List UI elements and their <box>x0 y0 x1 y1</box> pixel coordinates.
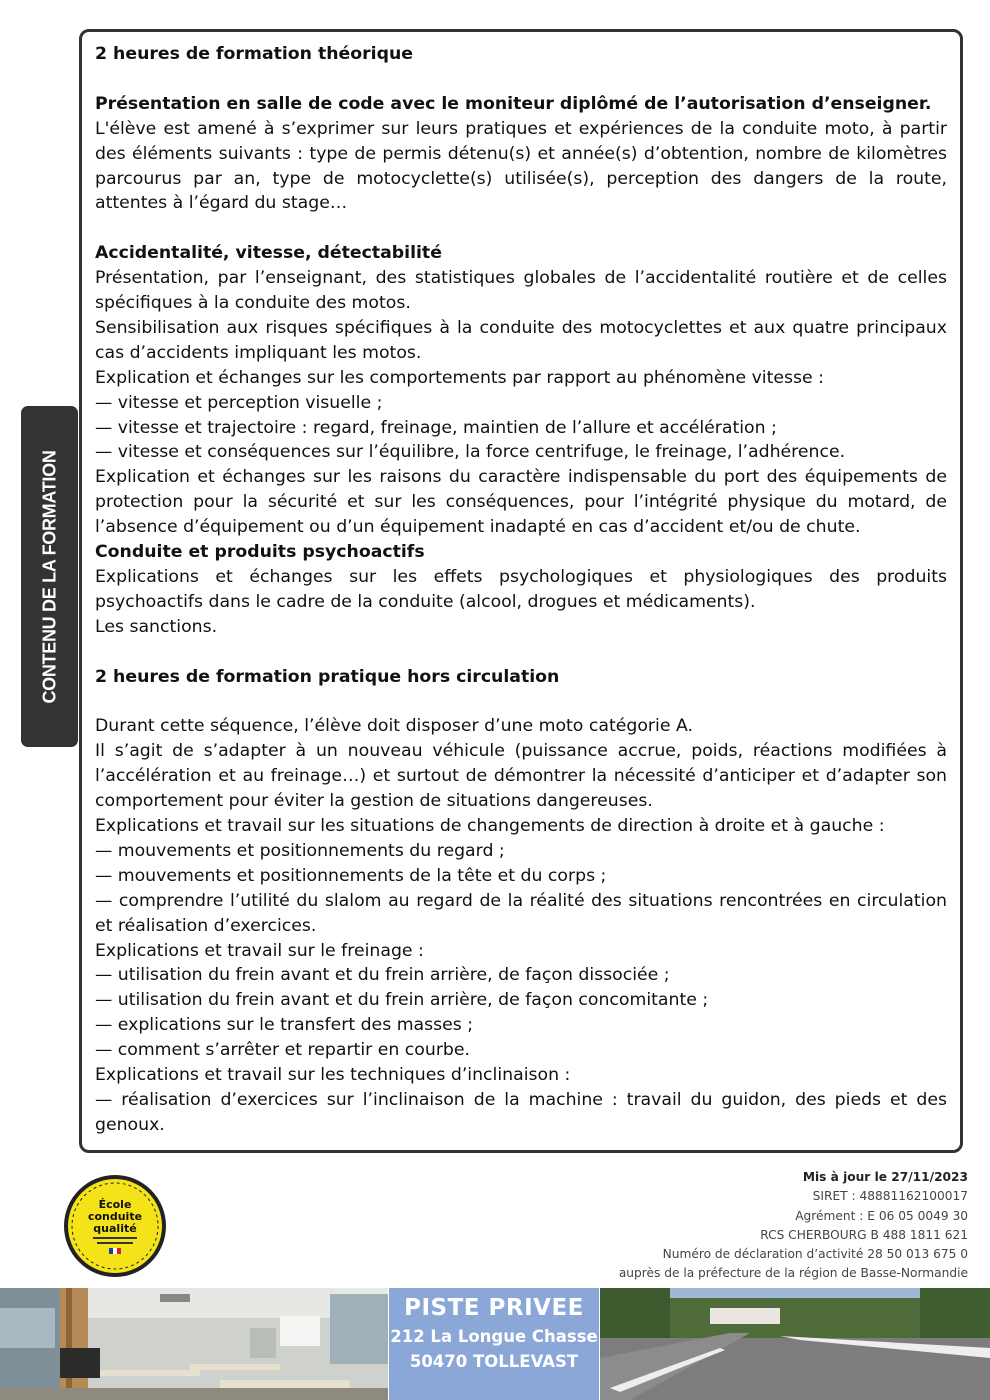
heading-accidents: Accidentalité, vitesse, détectabilité <box>95 243 442 264</box>
classroom-photo <box>0 1288 388 1400</box>
list-item: — utilisation du frein avant et du frein arrière, de façon dissociée ; <box>95 965 670 986</box>
track-photo <box>600 1288 990 1400</box>
heading-practice: 2 heures de formation pratique hors circulation <box>95 666 560 687</box>
heading-psychoactive: Conduite et produits psychoactifs <box>95 542 425 563</box>
banner-address-line2: 50470 TOLLEVAST <box>409 1352 579 1371</box>
heading-presentation: Présentation en salle de code avec le moniteur diplômé de l’autorisation d’enseigner. <box>95 93 932 114</box>
update-date: Mis à jour le 27/11/2023 <box>802 1170 968 1184</box>
rcs: RCS CHERBOURG B 488 1811 621 <box>760 1227 968 1242</box>
paragraph: Présentation, par l’enseignant, des statistiques globales de l’accidentalité routière et de celles spécifiques à la conduite des motos. <box>95 268 947 314</box>
paragraph: Explications et travail sur les situations de changements de direction à droite et à gauche : <box>95 816 885 837</box>
list-item: — comprendre l’utilité du slalom au regard de la réalité des situations rencontrées en circulation et réalisation d’exercices. <box>95 890 947 936</box>
logo-text: conduite <box>87 1210 143 1223</box>
list-item: — vitesse et perception visuelle ; <box>95 392 383 413</box>
paragraph: L'élève est amené à s’exprimer sur leurs pratiques et expériences de la conduite moto, à partir des éléments suivants : type de permis détenu(s) et année(s) d’obtention, nombre de kilomètres parcourus par an, type de motocyclette(s) utilisée(s), perception des dangers de la route, attentes à l’égard du stage… <box>95 118 947 214</box>
list-item: — réalisation d’exercices sur l’inclinaison de la machine : travail du guidon, des pieds et des genoux. <box>95 1090 947 1135</box>
private-track-banner <box>389 1288 599 1400</box>
paragraph: Explications et échanges sur les effets psychologiques et physiologiques des produits psychoactifs dans le cadre de la conduite (alcool, drogues et médicaments). <box>95 567 947 612</box>
list-item: — vitesse et conséquences sur l’équilibre, la force centrifuge, le freinage, l’adhérence. <box>95 442 846 463</box>
list-item: — mouvements et positionnements de la tête et du corps ; <box>95 865 607 886</box>
side-tab-label: CONTENU DE LA FORMATION <box>39 449 59 704</box>
logo-text: qualité <box>93 1222 137 1235</box>
list-item: — vitesse et trajectoire : regard, freinage, maintien de l’allure et accélération ; <box>95 417 777 438</box>
list-item: — explications sur le transfert des masses ; <box>95 1015 474 1036</box>
siret: SIRET : 48881162100017 <box>812 1189 968 1204</box>
paragraph: Explications et travail sur le freinage : <box>95 940 424 961</box>
paragraph: Sensibilisation aux risques spécifiques à la conduite des motocyclettes et aux quatre principaux cas d’accidents impliquant les motos. <box>95 317 947 363</box>
logo-text: École <box>98 1198 132 1211</box>
paragraph: Explication et échanges sur les raisons du caractère indispensable du port des équipements de protection pour la sécurité et sur les conséquences, pour l’intégrité physique du motard, de l’absence d’équipement ou d’un équipement inadapté en cas d’accident et/ou de chute. <box>95 467 947 538</box>
list-item: — comment s’arrêter et repartir en courbe. <box>95 1040 471 1061</box>
agrement: Agrément : E 06 05 0049 30 <box>795 1208 968 1223</box>
ecole-conduite-qualite-logo <box>63 1174 167 1278</box>
prefecture: auprès de la préfecture de la région de Basse-Normandie <box>618 1266 968 1281</box>
legal-info <box>619 1168 968 1284</box>
paragraph: Il s’agit de s’adapter à un nouveau véhicule (puissance accrue, poids, réactions modifiées à l’accélération et au freinage…) et surtout de démontrer la nécessité d’anticiper et d’adapter son comportement pour éviter la gestion de situations dangereuses. <box>95 741 947 812</box>
paragraph: Explications et travail sur les techniques d’inclinaison : <box>95 1065 571 1086</box>
paragraph: Les sanctions. <box>95 616 218 637</box>
section-side-tab <box>21 406 78 747</box>
list-item: — mouvements et positionnements du regard ; <box>95 840 505 861</box>
paragraph: Explication et échanges sur les comportements par rapport au phénomène vitesse : <box>95 367 824 388</box>
declaration-number: Numéro de déclaration d’activité 28 50 013 675 0 <box>662 1247 968 1262</box>
heading-theory: 2 heures de formation théorique <box>95 44 413 64</box>
banner-address-line1: 212 La Longue Chasse <box>390 1327 598 1346</box>
paragraph: Durant cette séquence, l’élève doit disposer d’une moto catégorie A. <box>95 716 693 737</box>
list-item: — utilisation du frein avant et du frein arrière, de façon concomitante ; <box>95 990 709 1011</box>
banner-title: PISTE PRIVEE <box>404 1295 584 1321</box>
training-content-box <box>79 29 963 1153</box>
